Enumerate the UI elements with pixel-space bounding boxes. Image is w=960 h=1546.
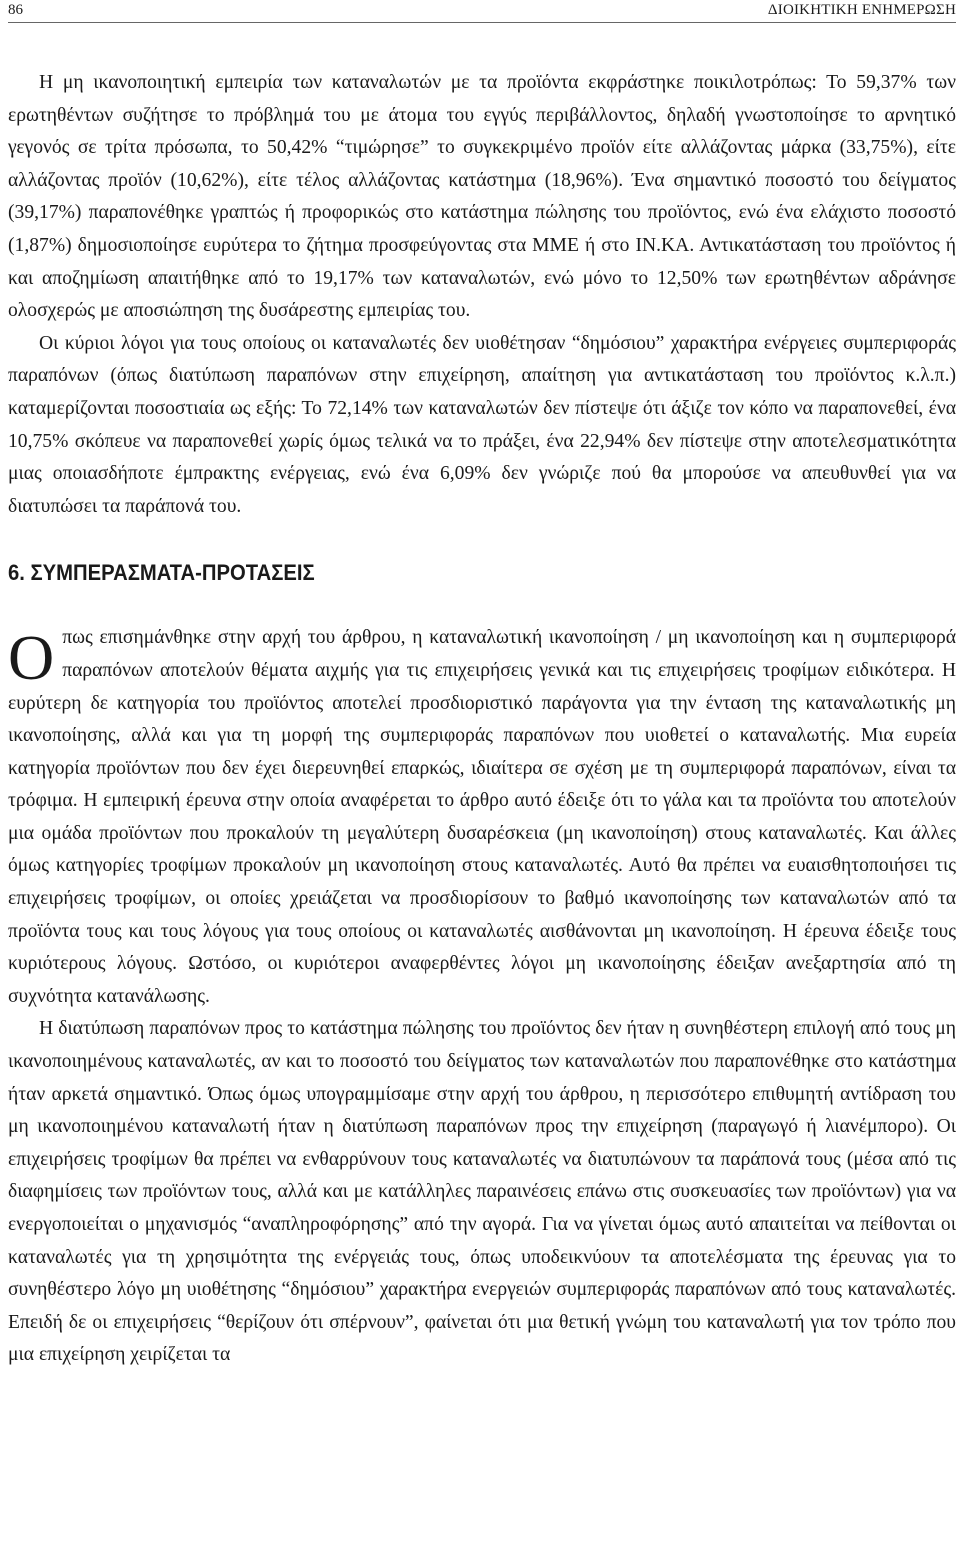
paragraph: Η μη ικανοποιητική εμπειρία των καταναλωτών με τα προϊόντα εκφράστηκε ποικιλοτρόπως: Το 59,37% των ερωτηθέντων συζήτησε το πρόβλημά του με άτομα του εγγύς περιβάλλοντος, δηλαδή γνωστοποίησε το αρνητικό γεγονός σε τρίτα πρόσωπα, το 50,42% “τιμώρησε” το συγκεκριμένο προϊόν είτε αλλάζοντας μάρκα (33,75%), είτε αλλάζοντας προϊόν (10,62%), είτε τέλος αλλάζοντας κατάστημα (18,96%). Ένα σημαντικό ποσοστό του δείγματος (39,17%) παραπονέθηκε γραπτώς ή προφορικώς στο κατάστημα πώλησης του προϊόντος, ενώ ένα ελάχιστο ποσοστό (1,87%) δημοσιοποίησε ευρύτερα το ζήτημα προσφεύγοντας στα ΜΜΕ ή στο ΙΝ.ΚΑ. Αντικατάσταση του προϊόντος ή και αποζημίωση απαιτήθηκε από το 19,17% των καταναλωτών, ενώ μόνο το 12,50% των ερωτηθέντων αδράνησε ολοσχερώς με αποσιώπηση της δυσάρεστης εμπειρίας του.: [8, 72, 956, 322]
page-number: 86: [8, 2, 23, 18]
paragraph: Οι κύριοι λόγοι για τους οποίους οι καταναλωτές δεν υιοθέτησαν “δημόσιου” χαρακτήρα ενέργειες συμπεριφοράς παραπόνων (όπως διατύπωση παραπόνων στην επιχείρηση, απαίτηση για αντικατάσταση του προϊόντος κ.λ.π.) καταμερίζονται ποσοστιαία ως εξής: Το 72,14% των καταναλωτών δεν πίστεψε ότι άξιζε τον κόπο να παραπονεθεί, ένα 10,75% σκόπευε να παραπονεθεί χωρίς όμως τελικά να το πράξει, ένα 22,94% δεν πίστεψε στην αποτελεσματικότητα μιας οποιασδήποτε έμπρακτης ενέργειας, ενώ ένα 6,09% δεν γνώριζε πού θα μπορούσε να απευθυνθεί για να διατυπώσει τα παράπονά του.: [8, 332, 956, 517]
journal-title: ΔΙΟΙΚΗΤΙΚΗ ΕΝΗΜΕΡΩΣΗ: [767, 2, 956, 18]
paragraph-text: πως επισημάνθηκε στην αρχή του άρθρου, η καταναλωτική ικανοποίηση / μη ικανοποίηση και η συμπεριφορά παραπόνων αποτελούν θέματα αιχμής για τις επιχειρήσεις γενικά και τις επιχειρήσεις τροφίμων ειδικότερα. Η ευρύτερη δε κατηγορία του προϊόντος αποτελεί προσδιοριστικό παράγοντα για την ένταση της καταναλωτικής μη ικανοποίησης, αλλά και για τη μορφή της συμπεριφοράς παραπόνων που υιοθετεί ο καταναλωτής. Μια ευρεία κατηγορία προϊόντων που δεν έχει διερευνηθεί επαρκώς, ιδιαίτερα σε σχέση με τη συμπεριφορά παραπόνων, είναι τα τρόφιμα. Η εμπειρική έρευνα στην οποία αναφέρεται το άρθρο αυτό έδειξε ότι το γάλα και τα προϊόντα του αποτελούν μια ομάδα προϊόντων που προκαλούν τη μεγαλύτερη δυσαρέσκεια (μη ικανοποίηση) στους καταναλωτές. Και άλλες όμως κατηγορίες τροφίμων προκαλούν μη ικανοποίηση στους καταναλωτές. Αυτό θα πρέπει να ευαισθητοποιήσει τις επιχειρήσεις τροφίμων, οι οποίες χρειάζεται να προσδιορίσουν το βαθμό ικανοποίησης των καταναλωτών από τα προϊόντα τους και τους λόγους για τους οποίους οι καταναλωτές αισθάνονται μη ικανοποίηση. Η έρευνα έδειξε τους κυριότερους λόγους. Ωστόσο, οι κυριότεροι αναφερθέντες λόγοι μη ικανοποίησης έδειξαν ανεξαρτησία από τη συχνότητα κατανάλωσης.: [8, 627, 956, 1007]
section-heading: 6. ΣΥΜΠΕΡΑΣΜΑΤΑ-ΠΡΟΤΑΣΕΙΣ: [8, 560, 315, 586]
paragraph: Η διατύπωση παραπόνων προς το κατάστημα πώλησης του προϊόντος δεν ήταν η συνηθέστερη επιλογή από τους μη ικανοποιημένους καταναλωτές, αν και το ποσοστό του δείγματος των καταναλωτών που παραπονέθηκε στο κατάστημα ήταν αρκετά σημαντικό. Όπως όμως υπογραμμίσαμε στην αρχή του άρθρου, η περισσότερο επιθυμητή αντίδραση του μη ικανοποιημένου καταναλωτή ήταν η διατύπωση παραπόνων προς την επιχείρηση (παραγωγό ή λιανέμπορο). Οι επιχειρήσεις τροφίμων θα πρέπει να ενθαρρύνουν τους καταναλωτές να διατυπώνουν τα παράπονά τους (μέσα από τις διαφημίσεις των προϊόντων τους, αλλά και με κατάλληλες παραινέσεις επάνω στις συσκευασίες των προϊόντων) για να ενεργοποιείται ο μηχανισμός “αναπληροφόρησης” από την αγορά. Για να γίνεται όμως αυτό απαιτείται να πείθονται οι καταναλωτές για τη χρησιμότητα της ενέργειάς τους, όπως υποδεικνύουν τα αποτελέσματα της έρευνας για το συνηθέστερο λόγο μη υιοθέτησης “δημόσιου” χαρακτήρα ενεργειών συμπεριφοράς παραπόνων από τους καταναλωτές. Επειδή δε οι επιχειρήσεις “θερίζουν ότι σπέρνουν”, φαίνεται ότι μια θετική γνώμη του καταναλωτή για τον τρόπο που μια επιχείρηση χειρίζεται τα: [8, 1018, 956, 1366]
section-body-results: [8, 67, 956, 523]
drop-cap: Ο: [8, 622, 55, 694]
document-page: [8, 0, 956, 1372]
running-header: [8, 0, 956, 23]
section-body-conclusions: [8, 622, 956, 1372]
paragraph-with-drop-cap: [8, 622, 956, 1013]
